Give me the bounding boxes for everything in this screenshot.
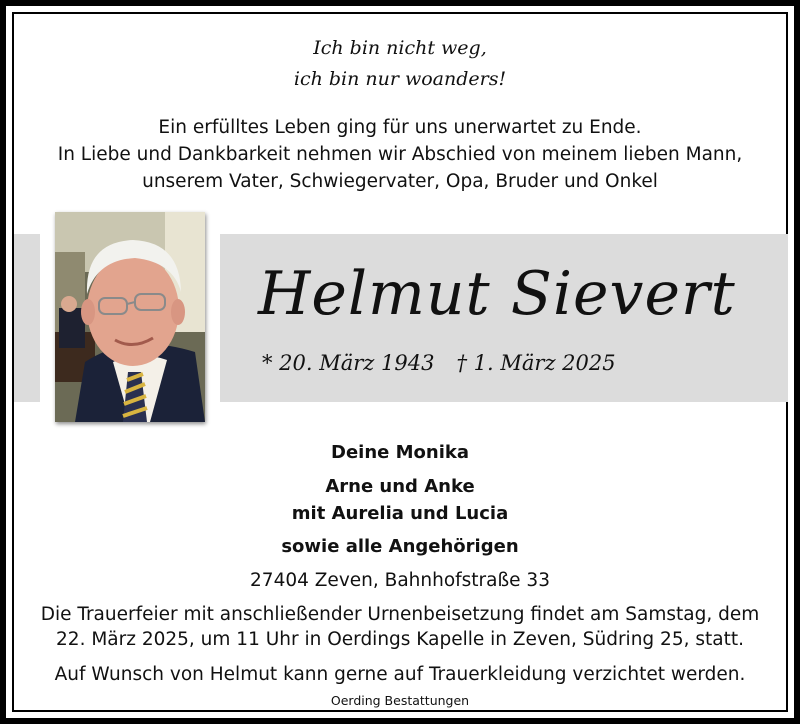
ceremony-line-2: 22. März 2025, um 11 Uhr in Oerdings Kapelle in Zeven, Südring 25, statt. — [56, 629, 744, 650]
poem-line-1: Ich bin nicht weg, — [313, 37, 487, 59]
deceased-name: Helmut Sievert — [258, 259, 736, 329]
family-line-1: Deine Monika — [331, 442, 469, 463]
grey-band-left — [14, 234, 40, 402]
poem — [0, 33, 800, 95]
family-line-3: mit Aurelia und Lucia — [291, 503, 509, 524]
birth-date: * 20. März 1943 — [262, 351, 435, 375]
intro-line-2: In Liebe und Dankbarkeit nehmen wir Abschied von meinem lieben Mann, — [57, 144, 743, 165]
poem-line-2: ich bin nur woanders! — [293, 68, 507, 90]
funeral-home: Oerding Bestattungen — [330, 693, 470, 708]
portrait-photo — [55, 212, 205, 422]
dress-note: Auf Wunsch von Helmut kann gerne auf Trauerkleidung verzichtet werden. — [54, 664, 746, 685]
family-line-4: sowie alle Angehörigen — [281, 536, 519, 557]
life-dates — [262, 348, 638, 378]
intro-line-3: unserem Vater, Schwiegervater, Opa, Bruder und Onkel — [142, 171, 658, 192]
ceremony-line-1: Die Trauerfeier mit anschließender Urnenbeisetzung findet am Samstag, dem — [40, 604, 760, 625]
intro-line-1: Ein erfülltes Leben ging für uns unerwartet zu Ende. — [158, 117, 642, 138]
family-line-2: Arne und Anke — [325, 476, 475, 497]
address: 27404 Zeven, Bahnhofstraße 33 — [250, 570, 550, 591]
ceremony-info — [0, 602, 800, 652]
intro-text — [0, 114, 800, 195]
death-date: † 1. März 2025 — [456, 351, 616, 375]
